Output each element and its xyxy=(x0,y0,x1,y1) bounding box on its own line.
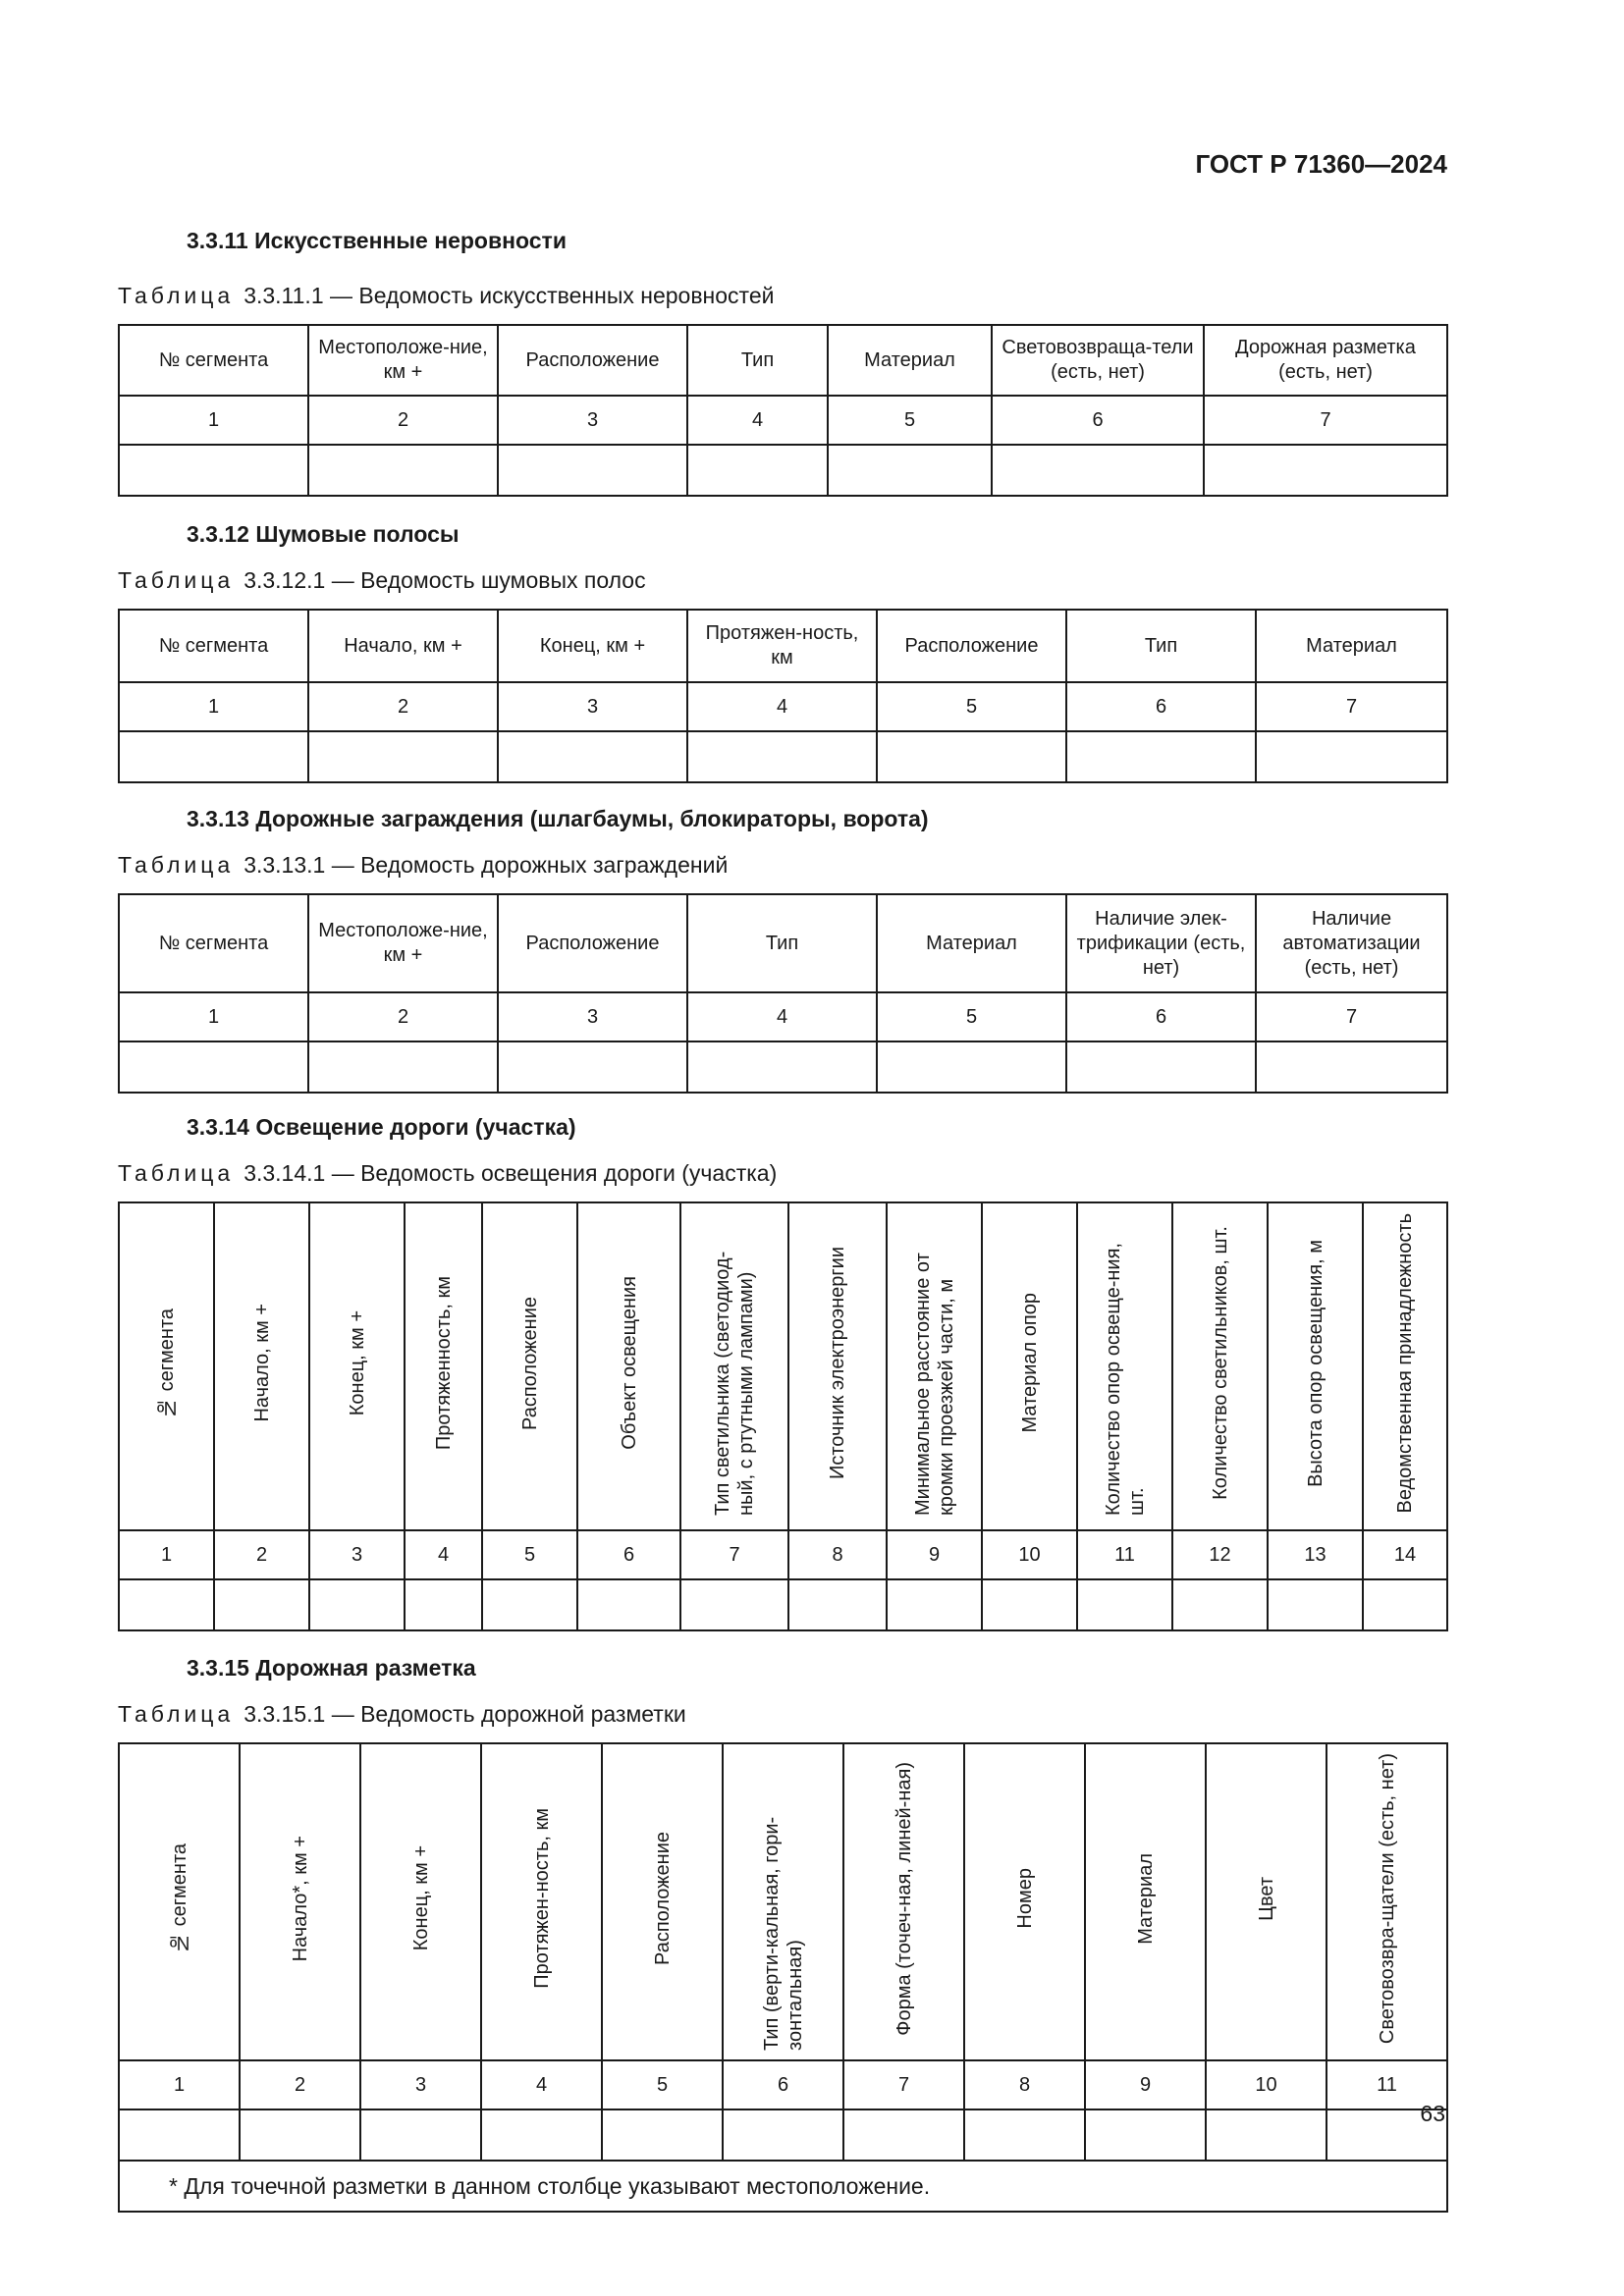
table-header-cell: Протяжен-ность, км xyxy=(481,1743,602,2060)
empty-cell xyxy=(992,445,1204,496)
empty-cell xyxy=(308,1041,498,1093)
column-number: 9 xyxy=(887,1530,982,1579)
caption-word: Таблица xyxy=(118,852,235,878)
table-header-cell: Материал xyxy=(877,894,1066,992)
table-header-cell: Начало*, км + xyxy=(240,1743,360,2060)
table-header-cell: Минимальное расстояние от кромки проезжей части, м xyxy=(887,1202,982,1530)
table-header-cell: Конец, км + xyxy=(360,1743,481,2060)
table-3-3-13-1 xyxy=(118,893,1448,1094)
empty-cell xyxy=(680,1579,788,1630)
section-heading-3-3-12: 3.3.12 Шумовые полосы xyxy=(187,521,460,547)
table-header-cell: Материал xyxy=(1085,1743,1206,2060)
column-number: 5 xyxy=(602,2060,723,2109)
empty-cell xyxy=(687,445,828,496)
caption-text: 3.3.15.1 — Ведомость дорожной разметки xyxy=(244,1701,686,1727)
column-number: 6 xyxy=(723,2060,843,2109)
empty-cell xyxy=(119,1041,308,1093)
empty-cell xyxy=(602,2109,723,2161)
empty-cell xyxy=(877,1041,1066,1093)
column-number: 5 xyxy=(828,396,992,445)
table-header-cell: Протяженность, км xyxy=(405,1202,482,1530)
table-header-cell: Расположение xyxy=(498,894,687,992)
table-header-cell: Материал xyxy=(828,325,992,396)
table-header-cell: Тип (верти-кальная, гори-зонтальная) xyxy=(723,1743,843,2060)
section-heading-3-3-14: 3.3.14 Освещение дороги (участка) xyxy=(187,1114,576,1140)
column-number: 4 xyxy=(405,1530,482,1579)
table-header-cell: Расположение xyxy=(482,1202,577,1530)
table-header-cell: Тип xyxy=(687,894,877,992)
empty-cell xyxy=(723,2109,843,2161)
empty-cell xyxy=(1256,1041,1447,1093)
column-number: 8 xyxy=(788,1530,887,1579)
table-header-cell: Дорожная разметка (есть, нет) xyxy=(1204,325,1447,396)
table-header-cell: Ведомственная принадлежность xyxy=(1363,1202,1447,1530)
empty-cell xyxy=(360,2109,481,2161)
column-number: 13 xyxy=(1268,1530,1363,1579)
caption-text: 3.3.12.1 — Ведомость шумовых полос xyxy=(244,567,646,593)
empty-cell xyxy=(1363,1579,1447,1630)
column-number: 2 xyxy=(214,1530,309,1579)
empty-cell xyxy=(119,1579,214,1630)
table-caption-3-3-15-1 xyxy=(118,1701,686,1728)
column-number: 1 xyxy=(119,682,308,731)
table-header-cell: Протяжен-ность, км xyxy=(687,610,877,682)
column-number: 12 xyxy=(1172,1530,1268,1579)
column-number: 2 xyxy=(240,2060,360,2109)
page-number: 63 xyxy=(1420,2101,1445,2126)
table-header-cell: Световозвраща-тели (есть, нет) xyxy=(992,325,1204,396)
column-number: 2 xyxy=(308,992,498,1041)
table-header-cell: № сегмента xyxy=(119,1202,214,1530)
table-3-3-12-1 xyxy=(118,609,1448,783)
table-header-cell: Конец, км + xyxy=(309,1202,405,1530)
table-header-cell: Тип светильника (светодиод-ный, с ртутными лампами) xyxy=(680,1202,788,1530)
table-header-cell: Начало, км + xyxy=(308,610,498,682)
column-number: 7 xyxy=(680,1530,788,1579)
empty-cell xyxy=(1066,731,1256,782)
empty-cell xyxy=(1204,445,1447,496)
section-heading-3-3-13: 3.3.13 Дорожные заграждения (шлагбаумы, блокираторы, ворота) xyxy=(187,806,929,831)
caption-word: Таблица xyxy=(118,283,235,308)
column-number: 10 xyxy=(982,1530,1077,1579)
empty-cell xyxy=(788,1579,887,1630)
table-3-3-11-1 xyxy=(118,324,1448,497)
table-header-cell: Наличие автоматизации (есть, нет) xyxy=(1256,894,1447,992)
table-header-cell: Номер xyxy=(964,1743,1085,2060)
empty-cell xyxy=(309,1579,405,1630)
table-header-cell: Местоположе-ние, км + xyxy=(308,325,498,396)
empty-cell xyxy=(1085,2109,1206,2161)
empty-cell xyxy=(964,2109,1085,2161)
empty-cell xyxy=(405,1579,482,1630)
column-number: 3 xyxy=(309,1530,405,1579)
empty-cell xyxy=(214,1579,309,1630)
column-number: 1 xyxy=(119,396,308,445)
column-number: 3 xyxy=(498,682,687,731)
table-caption-3-3-12-1 xyxy=(118,567,646,594)
table-caption-3-3-11-1 xyxy=(118,283,774,309)
caption-word: Таблица xyxy=(118,1160,235,1186)
table-header-cell: Форма (точеч-ная, линей-ная) xyxy=(843,1743,964,2060)
table-header-cell: Расположение xyxy=(602,1743,723,2060)
column-number: 6 xyxy=(577,1530,680,1579)
column-number: 4 xyxy=(481,2060,602,2109)
empty-cell xyxy=(308,445,498,496)
table-header-cell: Количество светильников, шт. xyxy=(1172,1202,1268,1530)
table-header-cell: № сегмента xyxy=(119,1743,240,2060)
column-number: 14 xyxy=(1363,1530,1447,1579)
table-header-cell: Наличие элек-трификации (есть, нет) xyxy=(1066,894,1256,992)
table-header-cell: Начало, км + xyxy=(214,1202,309,1530)
caption-word: Таблица xyxy=(118,1701,235,1727)
column-number: 7 xyxy=(1204,396,1447,445)
empty-cell xyxy=(828,445,992,496)
column-number: 11 xyxy=(1326,2060,1447,2109)
empty-cell xyxy=(498,445,687,496)
column-number: 1 xyxy=(119,992,308,1041)
column-number: 3 xyxy=(498,992,687,1041)
table-header-cell: Объект освещения xyxy=(577,1202,680,1530)
table-header-cell: Цвет xyxy=(1206,1743,1326,2060)
column-number: 3 xyxy=(498,396,687,445)
section-heading-3-3-11: 3.3.11 Искусственные неровности xyxy=(187,228,567,253)
empty-cell xyxy=(577,1579,680,1630)
table-header-cell: Высота опор освещения, м xyxy=(1268,1202,1363,1530)
empty-cell xyxy=(687,731,877,782)
table-header-cell: Расположение xyxy=(877,610,1066,682)
empty-cell xyxy=(687,1041,877,1093)
caption-text: 3.3.13.1 — Ведомость дорожных заграждений xyxy=(244,852,729,878)
empty-cell xyxy=(481,2109,602,2161)
column-number: 9 xyxy=(1085,2060,1206,2109)
empty-cell xyxy=(1206,2109,1326,2161)
column-number: 4 xyxy=(687,682,877,731)
empty-cell xyxy=(482,1579,577,1630)
column-number: 5 xyxy=(877,992,1066,1041)
column-number: 7 xyxy=(1256,682,1447,731)
section-heading-3-3-15: 3.3.15 Дорожная разметка xyxy=(187,1655,476,1681)
empty-cell xyxy=(1172,1579,1268,1630)
column-number: 11 xyxy=(1077,1530,1172,1579)
empty-cell xyxy=(877,731,1066,782)
document-code: ГОСТ Р 71360—2024 xyxy=(1195,149,1447,179)
empty-cell xyxy=(498,1041,687,1093)
column-number: 6 xyxy=(1066,682,1256,731)
column-number: 3 xyxy=(360,2060,481,2109)
table-header-cell: Световозвра-щатели (есть, нет) xyxy=(1326,1743,1447,2060)
table-header-cell: Тип xyxy=(687,325,828,396)
table-3-3-14-1 xyxy=(118,1201,1448,1631)
column-number: 5 xyxy=(482,1530,577,1579)
table-header-cell: Тип xyxy=(1066,610,1256,682)
table-header-cell: Материал xyxy=(1256,610,1447,682)
empty-cell xyxy=(982,1579,1077,1630)
table-header-cell: № сегмента xyxy=(119,610,308,682)
table-header-cell: Материал опор xyxy=(982,1202,1077,1530)
empty-cell xyxy=(119,731,308,782)
column-number: 2 xyxy=(308,396,498,445)
empty-cell xyxy=(1077,1579,1172,1630)
table-caption-3-3-14-1 xyxy=(118,1160,777,1187)
column-number: 7 xyxy=(843,2060,964,2109)
empty-cell xyxy=(119,2109,240,2161)
column-number: 5 xyxy=(877,682,1066,731)
table-3-3-15-1 xyxy=(118,1742,1448,2213)
column-number: 2 xyxy=(308,682,498,731)
table-header-cell: Расположение xyxy=(498,325,687,396)
column-number: 6 xyxy=(992,396,1204,445)
empty-cell xyxy=(887,1579,982,1630)
table-header-cell: № сегмента xyxy=(119,325,308,396)
column-number: 1 xyxy=(119,1530,214,1579)
empty-cell xyxy=(240,2109,360,2161)
empty-cell xyxy=(1268,1579,1363,1630)
column-number: 4 xyxy=(687,992,877,1041)
empty-cell xyxy=(843,2109,964,2161)
column-number: 10 xyxy=(1206,2060,1326,2109)
empty-cell xyxy=(1256,731,1447,782)
table-caption-3-3-13-1 xyxy=(118,852,728,879)
column-number: 1 xyxy=(119,2060,240,2109)
table-header-cell: Источник электроэнергии xyxy=(788,1202,887,1530)
table-footnote: * Для точечной разметки в данном столбце указывают местоположение. xyxy=(119,2161,1447,2212)
table-header-cell: Местоположе-ние, км + xyxy=(308,894,498,992)
table-header-cell: Количество опор освеще-ния, шт. xyxy=(1077,1202,1172,1530)
caption-text: 3.3.11.1 — Ведомость искусственных неровностей xyxy=(244,283,775,308)
caption-text: 3.3.14.1 — Ведомость освещения дороги (участка) xyxy=(244,1160,778,1186)
column-number: 7 xyxy=(1256,992,1447,1041)
empty-cell xyxy=(498,731,687,782)
empty-cell xyxy=(1066,1041,1256,1093)
column-number: 6 xyxy=(1066,992,1256,1041)
caption-word: Таблица xyxy=(118,567,235,593)
table-header-cell: Конец, км + xyxy=(498,610,687,682)
table-header-cell: № сегмента xyxy=(119,894,308,992)
column-number: 4 xyxy=(687,396,828,445)
column-number: 8 xyxy=(964,2060,1085,2109)
empty-cell xyxy=(308,731,498,782)
empty-cell xyxy=(119,445,308,496)
